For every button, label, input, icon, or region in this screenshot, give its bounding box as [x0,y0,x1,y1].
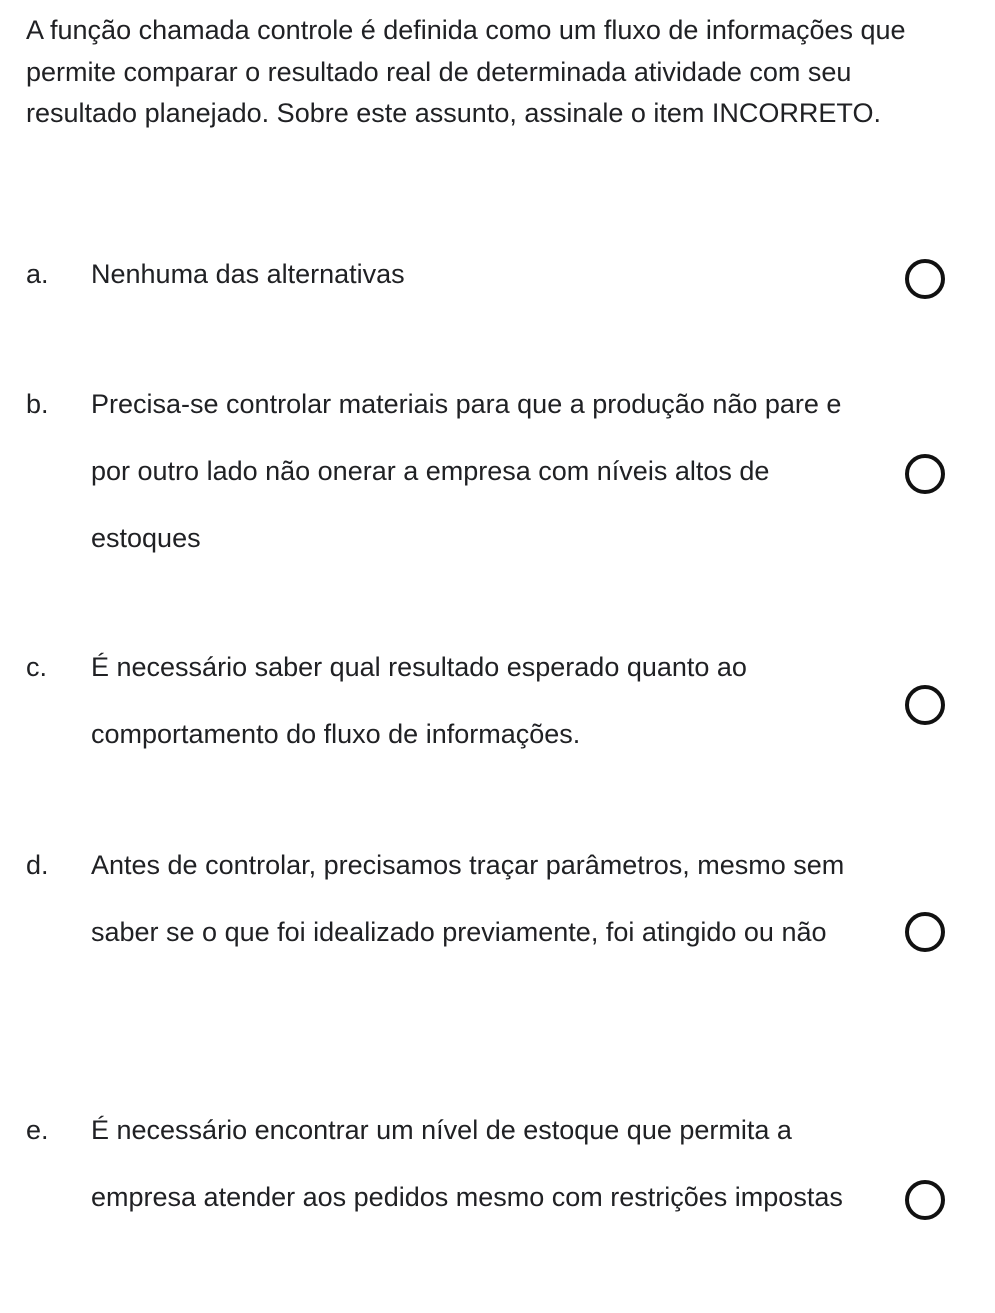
option-letter: e. [26,1115,49,1145]
radio-button-d[interactable] [905,912,945,952]
radio-button-e[interactable] [905,1180,945,1220]
option-text: É necessário saber qual resultado esperado quanto ao comportamento do fluxo de informações. [91,652,747,749]
radio-button-a[interactable] [905,259,945,299]
option-text: Nenhuma das alternativas [91,259,405,289]
radio-button-c[interactable] [905,685,945,725]
option-c[interactable] [0,634,995,768]
question-text: A função chamada controle é definida como um fluxo de informações que permite comparar o resultado real de determinada atividade com seu resultado planejado. Sobre este assunto, assinale o item INCORRETO. [26,15,906,128]
option-letter: b. [26,389,49,419]
option-a[interactable] [0,241,995,308]
option-letter: d. [26,850,49,880]
option-letter: a. [26,259,49,289]
radio-button-b[interactable] [905,454,945,494]
option-text: Antes de controlar, precisamos traçar parâmetros, mesmo sem saber se o que foi idealizado previamente, foi atingido ou não [91,850,845,947]
option-text: Precisa-se controlar materiais para que a produção não pare e por outro lado não onerar a empresa com níveis altos de estoques [91,389,842,553]
option-letter: c. [26,652,48,682]
option-e[interactable] [0,1097,995,1298]
option-text: É necessário encontrar um nível de estoque que permita a empresa atender aos pedidos mesmo com restrições impostas [91,1115,843,1212]
option-d[interactable] [0,832,995,1033]
option-b[interactable] [0,371,995,572]
